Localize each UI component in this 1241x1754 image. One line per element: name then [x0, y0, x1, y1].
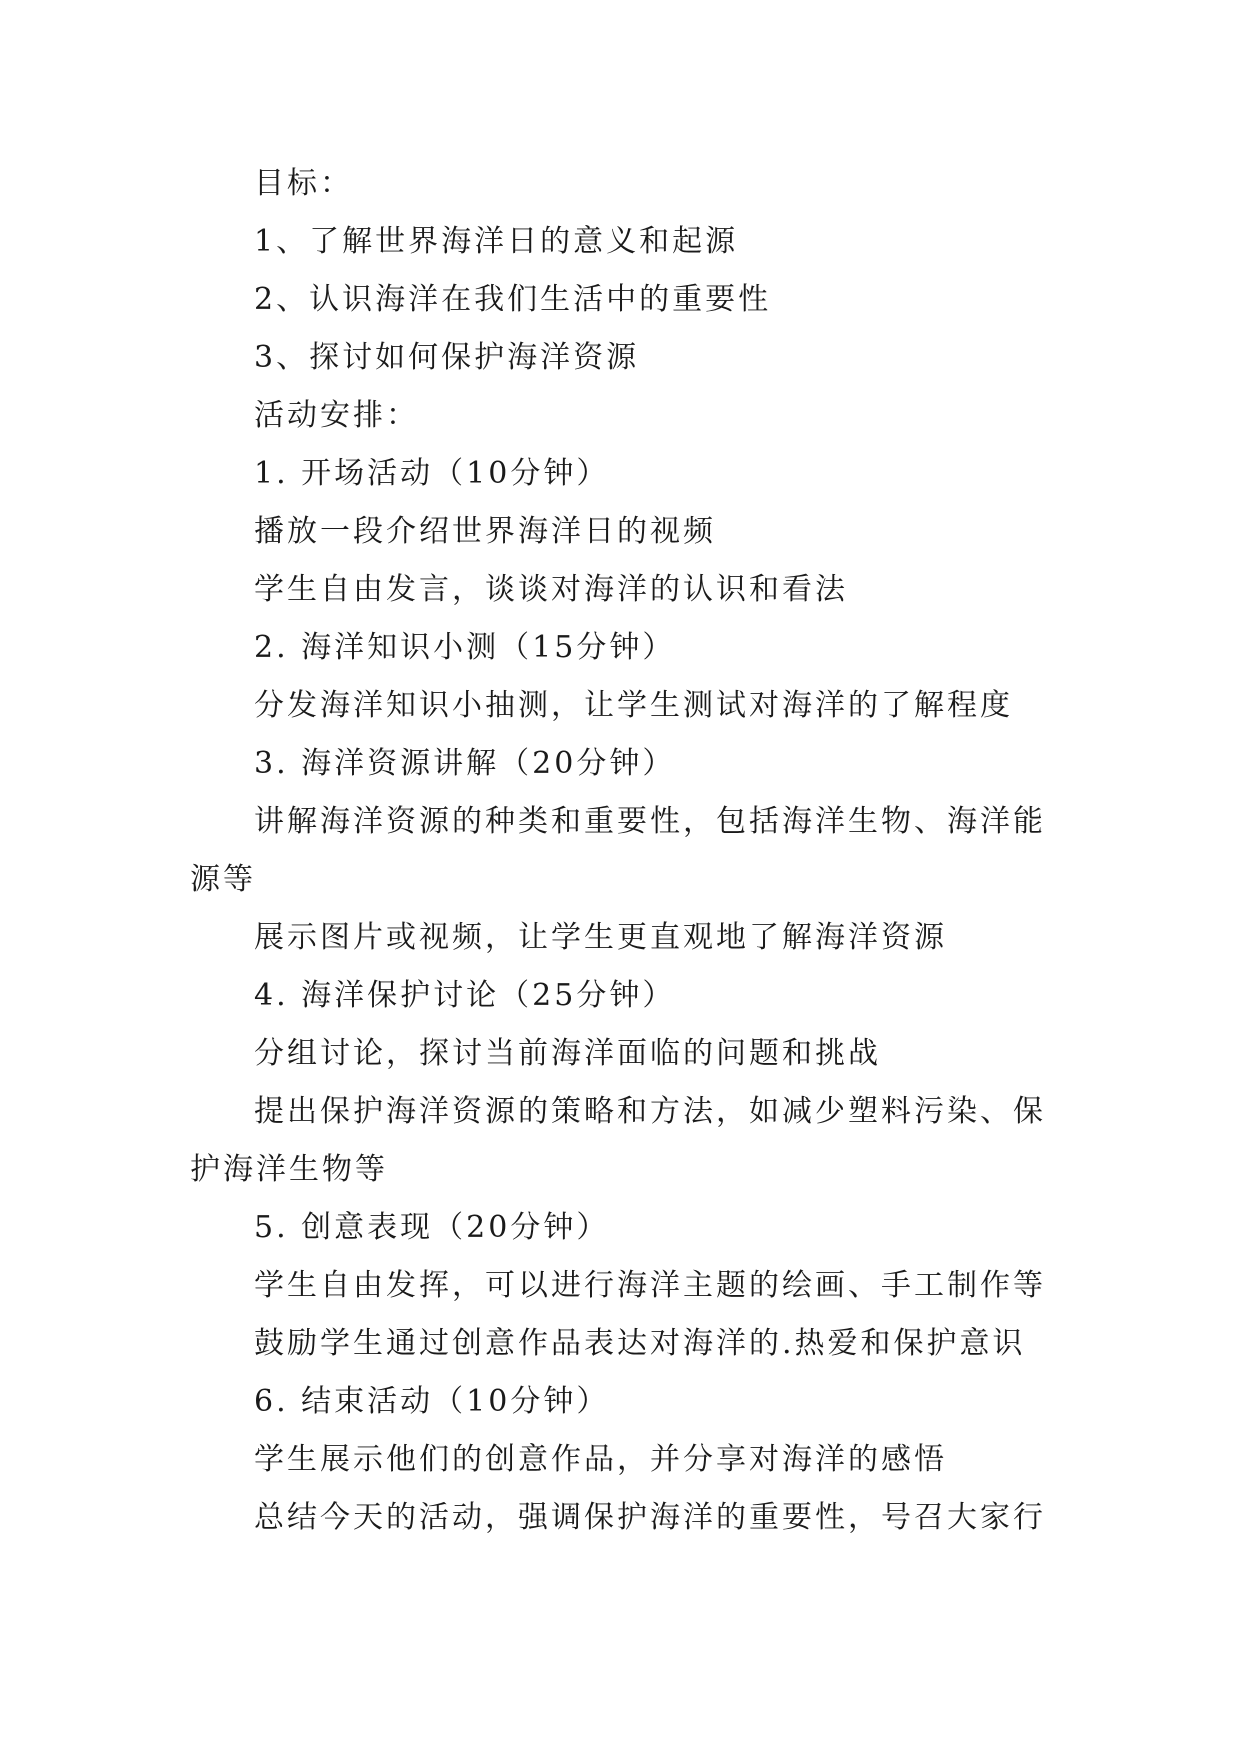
paragraph-line-continued: 护海洋生物等	[190, 1152, 388, 1187]
heading-goals: 目标：	[254, 166, 353, 201]
paragraph-line-continued: 源等	[190, 862, 256, 897]
schedule-item-6-title: 6. 结束活动（10分钟）	[254, 1384, 610, 1419]
schedule-item-5-title: 5. 创意表现（20分钟）	[254, 1210, 610, 1245]
schedule-item-3-title: 3. 海洋资源讲解（20分钟）	[254, 746, 676, 781]
paragraph-line: 总结今天的活动，强调保护海洋的重要性，号召大家行	[254, 1500, 1046, 1535]
schedule-item-2-title: 2. 海洋知识小测（15分钟）	[254, 630, 676, 665]
paragraph-line: 鼓励学生通过创意作品表达对海洋的.热爱和保护意识	[254, 1326, 1026, 1361]
paragraph-line: 分组讨论，探讨当前海洋面临的问题和挑战	[254, 1036, 881, 1071]
document-body	[190, 155, 1050, 1547]
paragraph-line: 分发海洋知识小抽测，让学生测试对海洋的了解程度	[254, 688, 1013, 723]
goal-item-2: 2、认识海洋在我们生活中的重要性	[254, 282, 772, 317]
paragraph-line: 提出保护海洋资源的策略和方法，如减少塑料污染、保	[254, 1094, 1046, 1129]
schedule-item-1-title: 1. 开场活动（10分钟）	[254, 456, 610, 491]
heading-schedule: 活动安排：	[254, 398, 419, 433]
schedule-item-4-title: 4. 海洋保护讨论（25分钟）	[254, 978, 676, 1013]
paragraph-line: 学生展示他们的创意作品，并分享对海洋的感悟	[254, 1442, 947, 1477]
goal-item-1: 1、了解世界海洋日的意义和起源	[254, 224, 739, 259]
paragraph-line: 学生自由发言，谈谈对海洋的认识和看法	[254, 572, 848, 607]
paragraph-line: 学生自由发挥，可以进行海洋主题的绘画、手工制作等	[254, 1268, 1046, 1303]
paragraph-line: 播放一段介绍世界海洋日的视频	[254, 514, 716, 549]
paragraph-line: 展示图片或视频，让学生更直观地了解海洋资源	[254, 920, 947, 955]
goal-item-3: 3、探讨如何保护海洋资源	[254, 340, 640, 375]
paragraph-line: 讲解海洋资源的种类和重要性，包括海洋生物、海洋能	[254, 804, 1046, 839]
